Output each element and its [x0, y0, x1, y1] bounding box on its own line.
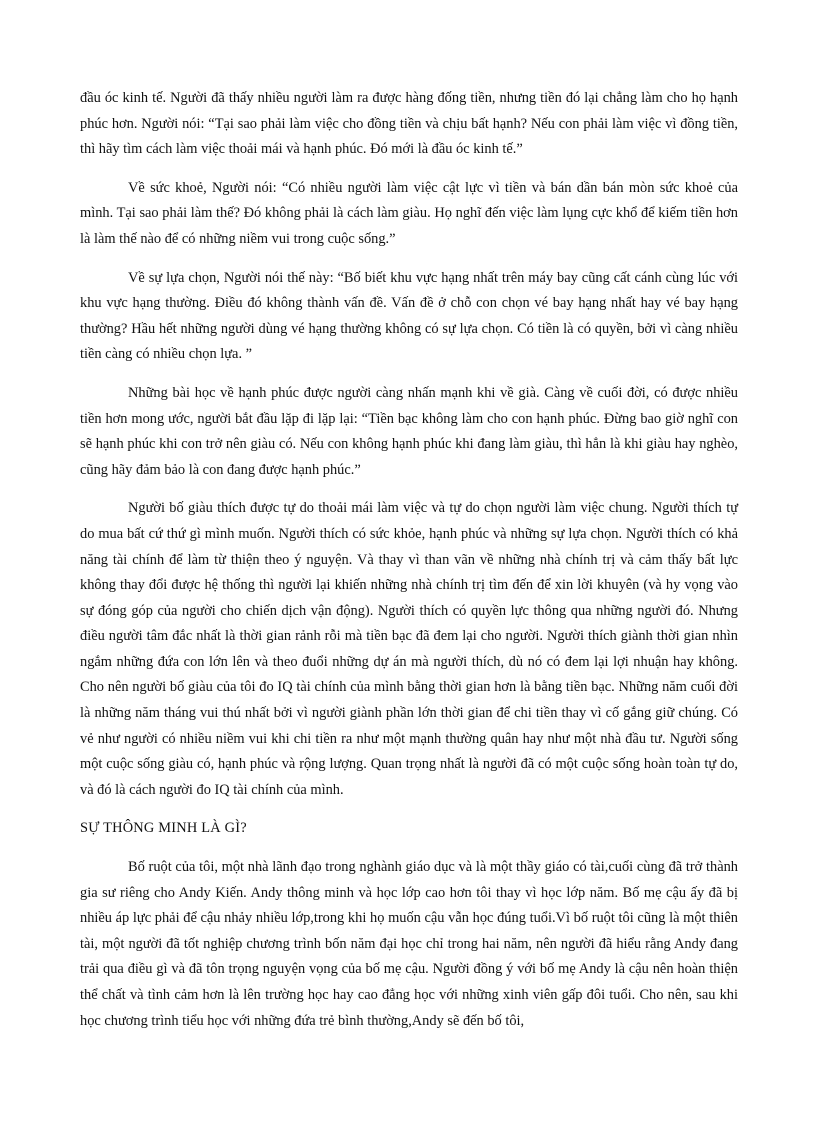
document-page [80, 86, 738, 1047]
paragraph-andy: Bố ruột của tôi, một nhà lãnh đạo trong nghành giáo dục và là một thầy giáo có tài,cuối cùng đã trở thành gia sư riêng cho Andy Kiến. Andy thông minh và học lớp cao hơn tôi thay vì học lớp năm. Bố mẹ cậu ấy đã bị nhiều áp lực phải để cậu nhảy nhiều lớp,trong khi họ muốn cậu vẫn học đúng tuổi.Vì bố ruột tôi cũng là một thiên tài, một người đã tốt nghiệp chương trình bốn năm đại học chỉ trong hai năm, nên người đã hiểu rằng Andy đang trải qua điều gì và đã tôn trọng nguyện vọng của bố mẹ cậu. Người đồng ý với bố mẹ Andy là cậu nên hoàn thiện thể chất và tình cảm hơn là lên trường học hay cao đẳng học với những xinh viên gấp đôi tuổi. Cho nên, sau khi học chương trình tiểu học với những đứa trẻ bình thường,Andy sẽ đến bố tôi, [80, 859, 738, 1029]
section-heading: SỰ THÔNG MINH LÀ GÌ? [80, 820, 247, 837]
paragraph-health: Về sức khoẻ, Người nói: “Có nhiều người làm việc cật lực vì tiền và bán dần bán mòn sức khoẻ của mình. Tại sao phải làm thế? Đó không phải là cách làm giàu. Họ nghĩ đến việc làm lụng cực khổ để kiếm tiền hơn là làm thế nào để có những niềm vui trong cuộc sống.” [80, 179, 738, 247]
paragraph-economic-mind: đầu óc kinh tế. Người đã thấy nhiều người làm ra được hàng đống tiền, nhưng tiền đó lại chẳng làm cho họ hạnh phúc hơn. Người nói: “Tại sao phải làm việc cho đồng tiền và chịu bất hạnh? Nếu con phải làm việc vì đồng tiền, thì hãy tìm cách làm việc thoải mái và hạnh phúc. Đó mới là đầu óc kinh tế.” [80, 90, 738, 158]
paragraph-happiness: Những bài học về hạnh phúc được người càng nhấn mạnh khi về già. Càng về cuối đời, có được nhiều tiền hơn mong ước, người bắt đầu lặp đi lặp lại: “Tiền bạc không làm cho con hạnh phúc. Đừng bao giờ nghĩ con sẽ hạnh phúc khi con trở nên giàu có. Nếu con không hạnh phúc khi đang làm giàu, thì hẳn là khi giàu hay nghèo, cũng hãy đảm bảo là con đang được hạnh phúc.” [80, 384, 738, 478]
paragraph-choice: Về sự lựa chọn, Người nói thế này: “Bố biết khu vực hạng nhất trên máy bay cũng cất cánh cùng lúc với khu vực hạng thường. Điều đó không thành vấn đề. Vấn đề ở chỗ con chọn vé bay hạng nhất hay vé bay hạng thường? Hầu hết những người dùng vé hạng thường không có sự lựa chọn. Có tiền là có quyền, bởi vì càng nhiều tiền càng có nhiều chọn lựa. ” [80, 269, 738, 363]
paragraph-freedom: Người bố giàu thích được tự do thoải mái làm việc và tự do chọn người làm việc chung. Người thích tự do mua bất cứ thứ gì mình muốn. Người thích có sức khỏe, hạnh phúc và những sự lựa chọn. Người thích có khả năng tài chính để làm từ thiện theo ý nguyện. Và thay vì than vãn về những nhà chính trị và cảm thấy bất lực không thay đổi được hệ thống thì người lại khiến những nhà chính trị tìm đến để xin lời khuyên (và hy vọng vào sự đóng góp của người cho chiến dịch vận động). Người thích có quyền lực thông qua những người đó. Nhưng điều người tâm đắc nhất là thời gian rảnh rỗi mà tiền bạc đã đem lại cho người. Người thích giành thời gian nhìn ngắm những đứa con lớn lên và theo đuổi những dự án mà người thích, dù nó có đem lại lợi nhuận hay không. Cho nên người bố giàu của tôi đo IQ tài chính của mình bằng thời gian hơn là bằng tiền bạc. Những năm cuối đời là những năm tháng vui thú nhất bởi vì người giành phần lớn thời gian để chi tiền thay vì cố gắng giữ chúng. Có vẻ như người có nhiều niềm vui khi chi tiền ra như một mạnh thường quân hay như một nhà đầu tư. Người sống một cuộc sống giàu có, hạnh phúc và rộng lượng. Quan trọng nhất là người đã có một cuộc sống hoàn toàn tự do, và đó là cách người đo IQ tài chính của mình. [80, 500, 738, 798]
